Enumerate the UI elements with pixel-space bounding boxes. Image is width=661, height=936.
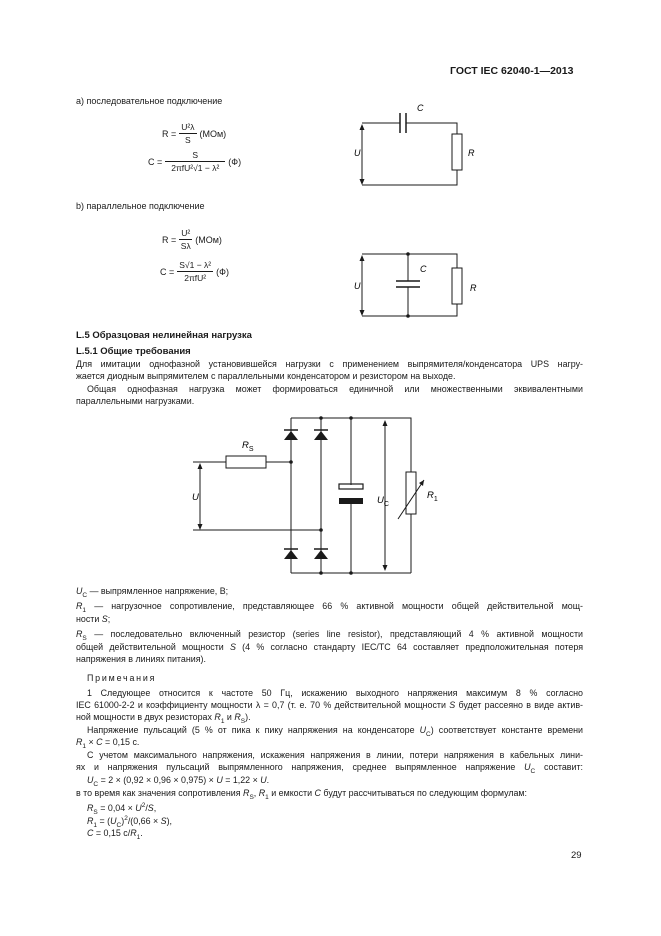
arrow-head-down-icon bbox=[198, 524, 203, 530]
ripple-line2: $R_1 \times C = 0,15$ с. bbox=[76, 737, 140, 750]
equation-rs: $R_S = 0,04 \times U^2/S$, bbox=[87, 802, 157, 816]
parallel-formula-r bbox=[162, 228, 222, 251]
junction-dot bbox=[406, 314, 410, 318]
parallel-formula-c bbox=[160, 260, 229, 283]
resistor-symbol bbox=[452, 268, 462, 304]
legend-r1-line1: $R_1$ — нагрузочное сопротивление, представляющее 66 % активной мощности общей действительной мощ- bbox=[76, 601, 583, 614]
para2-line2: параллельными нагрузками. bbox=[76, 396, 195, 406]
max-voltage-line2: ях и напряжения пульсаций выпрямленного напряжения, среднее выпрямленное напряжение $U_C$ составит: bbox=[76, 762, 583, 775]
junction-dot bbox=[349, 571, 353, 575]
ripple-line1: Напряжение пульсаций (5 % от пика к пику напряжения на конденсаторе $U_C$) соответствует константе времени bbox=[87, 725, 583, 738]
variable-arrow-head-icon bbox=[419, 480, 424, 486]
numerator: S bbox=[165, 150, 225, 162]
denominator: 2πfU² bbox=[184, 273, 207, 283]
equation-uc: $U_C = 2 \times (0,92 \times 0,96 \times 0,975) \times U = 1,22 \times U$. bbox=[87, 775, 270, 788]
legend-rs-line1: $R_S$ — последовательно включенный резистор (series line resistor), представляющий 4 % активной мощности bbox=[76, 629, 583, 642]
para1-line1: Для имитации однофазной установившейся нагрузки с применением выпрямителя/конденсатора UPS нагру- bbox=[76, 359, 583, 369]
parallel-circuit-diagram bbox=[340, 245, 480, 320]
label-r: R bbox=[468, 148, 475, 158]
page-number: 29 bbox=[571, 850, 582, 861]
diode-icon bbox=[314, 550, 328, 559]
para1-line2: жается диодным выпрямителем с параллельными конденсатором и резистором на выходе. bbox=[76, 371, 456, 381]
formula-lhs: C = bbox=[148, 156, 163, 167]
legend-rs-line2: общей действительной мощности S (4 % согласно стандарту IEC/TC 64 составляет предположительная потеря bbox=[76, 642, 583, 652]
series-formula-c bbox=[148, 150, 241, 173]
fraction bbox=[165, 150, 225, 173]
arrow-head-down-icon bbox=[360, 179, 365, 185]
wire bbox=[362, 170, 457, 185]
denominator: S bbox=[185, 135, 191, 145]
equation-c: C = 0,15 $c/R_1$. bbox=[87, 828, 143, 841]
series-formula-r bbox=[162, 122, 226, 145]
label-c: C bbox=[420, 264, 427, 274]
notes-title: Примечания bbox=[87, 673, 157, 683]
note1-line2: IEC 61000-2-2 и коэффициенту мощности λ = 0,7 (т. е. 70 % действительной мощности S будет рассеяно в виде актив- bbox=[76, 700, 583, 710]
label-r1: $R_1$ bbox=[427, 490, 438, 503]
arrow-head-down-icon bbox=[360, 310, 365, 316]
numerator: U² bbox=[181, 228, 191, 238]
denominator: Sλ bbox=[180, 241, 191, 251]
arrow-head-down-icon bbox=[383, 565, 388, 571]
diode-icon bbox=[284, 550, 298, 559]
label-u: U bbox=[192, 492, 199, 503]
denominator: 2πfU²√1 − λ² bbox=[171, 163, 220, 173]
fraction bbox=[179, 228, 192, 251]
formula-unit: (Ф) bbox=[228, 156, 242, 167]
junction-dot bbox=[319, 416, 323, 420]
label-u: U bbox=[354, 281, 361, 291]
formula-lhs: R = bbox=[162, 128, 177, 139]
resistor-rs bbox=[226, 456, 266, 468]
numerator: S√1 − λ² bbox=[179, 260, 212, 270]
parallel-heading: b) параллельное подключение bbox=[76, 201, 205, 211]
arrow-head-up-icon bbox=[360, 255, 365, 261]
fraction bbox=[179, 122, 196, 145]
numerator: U²λ bbox=[181, 122, 195, 132]
formula-lhs: C = bbox=[160, 266, 175, 277]
junction-dot bbox=[289, 460, 293, 464]
section-l51-title: L.5.1 Общие требования bbox=[76, 346, 191, 357]
max-voltage-line1: С учетом максимального напряжения, искажения напряжения в линии, потери напряжения в кабельных лини- bbox=[87, 750, 583, 760]
while-line: в то время как значения сопротивления $R_S$, $R_1$ и емкости C будут рассчитываться по следующим формулам: bbox=[76, 788, 527, 801]
formula-lhs: R = bbox=[162, 234, 177, 245]
rectifier-circuit-diagram bbox=[180, 410, 450, 580]
note1-line3: ной мощности в двух резисторах $R_1$ и $R_S$). bbox=[76, 712, 251, 725]
note1-line1: 1 Следующее относится к частоте 50 Гц, искажению выходного напряжения максимум 8 % согласно bbox=[87, 688, 583, 698]
arrow-head-up-icon bbox=[360, 124, 365, 130]
standard-header: ГОСТ IEC 62040-1—2013 bbox=[450, 65, 574, 77]
legend-r1-line2: ности S; bbox=[76, 614, 111, 624]
series-circuit-diagram bbox=[340, 100, 480, 190]
junction-dot bbox=[406, 252, 410, 256]
fraction bbox=[177, 260, 213, 283]
resistor-symbol bbox=[452, 134, 462, 170]
diode-icon bbox=[284, 431, 298, 440]
diode-icon bbox=[314, 431, 328, 440]
label-c: C bbox=[417, 103, 424, 113]
capacitor-plate-negative bbox=[339, 498, 363, 504]
arrow-head-up-icon bbox=[198, 463, 203, 469]
label-u: U bbox=[354, 148, 361, 158]
junction-dot bbox=[349, 416, 353, 420]
series-heading: а) последовательное подключение bbox=[76, 96, 223, 106]
label-rs: $R_S$ bbox=[242, 440, 254, 453]
wire bbox=[362, 254, 457, 268]
label-r: R bbox=[470, 283, 477, 293]
wire bbox=[362, 304, 457, 316]
wire bbox=[406, 123, 457, 134]
para2-line1: Общая однофазная нагрузка может формироваться единичной или множественными эквивалентными bbox=[87, 384, 583, 394]
equation-r1: $R_1 = (U_C)^2/(0,66 \times S)$, bbox=[87, 815, 172, 829]
variable-resistor-arrow bbox=[398, 480, 424, 519]
legend-uc: $U_C$ — выпрямленное напряжение, В; bbox=[76, 586, 229, 599]
formula-unit: (МОм) bbox=[195, 234, 222, 245]
section-l5-title: L.5 Образцовая нелинейная нагрузка bbox=[76, 330, 252, 341]
junction-dot bbox=[319, 571, 323, 575]
arrow-head-up-icon bbox=[383, 420, 388, 426]
variable-resistor bbox=[406, 472, 416, 514]
formula-unit: (МОм) bbox=[199, 128, 227, 139]
formula-unit: (Ф) bbox=[216, 266, 229, 277]
legend-rs-line3: напряжения в линиях питания). bbox=[76, 654, 206, 664]
junction-dot bbox=[319, 528, 323, 532]
wire-load bbox=[351, 418, 411, 472]
label-uc: $U_C$ bbox=[377, 495, 389, 508]
